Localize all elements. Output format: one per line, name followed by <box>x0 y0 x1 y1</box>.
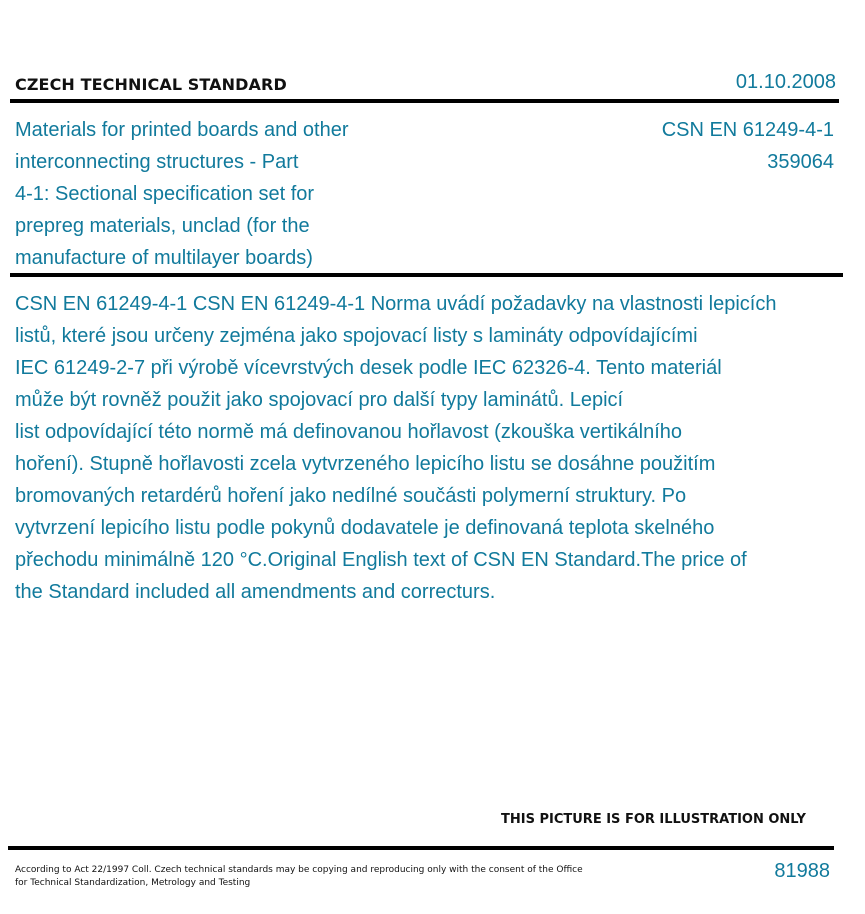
legal-notice <box>15 864 585 890</box>
document-type-label: CZECH TECHNICAL STANDARD <box>15 75 287 94</box>
illustration-note: THIS PICTURE IS FOR ILLUSTRATION ONLY <box>501 812 806 827</box>
footer-divider <box>8 846 834 850</box>
catalog-number: 359064 <box>767 151 834 173</box>
publication-date: 01.10.2008 <box>735 71 836 93</box>
standard-identifiers <box>662 114 834 178</box>
title-divider <box>10 273 843 277</box>
standard-description: CSN EN 61249-4-1 CSN EN 61249-4-1 Norma uvádí požadavky na vlastnosti lepicích listů, které jsou určeny zejména jako spojovací listy s lamináty odpovídajícími IEC 61249-2-7 při výrobě vícevrstvých desek podle IEC 62326-4. Tento materiál může být rovněž použit jako spojovací pro další typy laminátů. Lepicí list odpovídající této normě má definovanou hořlavost (zkouška vertikálního hoření). Stupně hořlavosti zcela vytvrzeného lepicího listu se dosáhne použitím bromovaných retardérů hoření jako nedílné součásti polymerní struktury. Po vytvrzení lepicího listu podle pokynů dodavatele je definovaná teplota skelného přechodu minimálně 120 °C.Original English text of CSN EN Standard.The price of the Standard included all amendments and correcturs. <box>15 293 777 603</box>
standard-code: CSN EN 61249-4-1 <box>661 119 834 141</box>
title-line: interconnecting structures - Part <box>15 151 299 173</box>
title-line: manufacture of multilayer boards) <box>15 247 313 269</box>
title-line: prepreg materials, unclad (for the <box>15 215 310 237</box>
title-line: 4-1: Sectional specification set for <box>15 183 315 205</box>
document-number: 81988 <box>774 860 830 882</box>
standard-title <box>15 114 395 274</box>
header-divider <box>10 99 839 103</box>
legal-line: for Technical Standardization, Metrology and Testing <box>15 878 251 888</box>
title-line: Materials for printed boards and other <box>15 119 349 141</box>
legal-line: According to Act 22/1997 Coll. Czech technical standards may be copying and reproducing only with the consent of the Office <box>15 865 583 875</box>
